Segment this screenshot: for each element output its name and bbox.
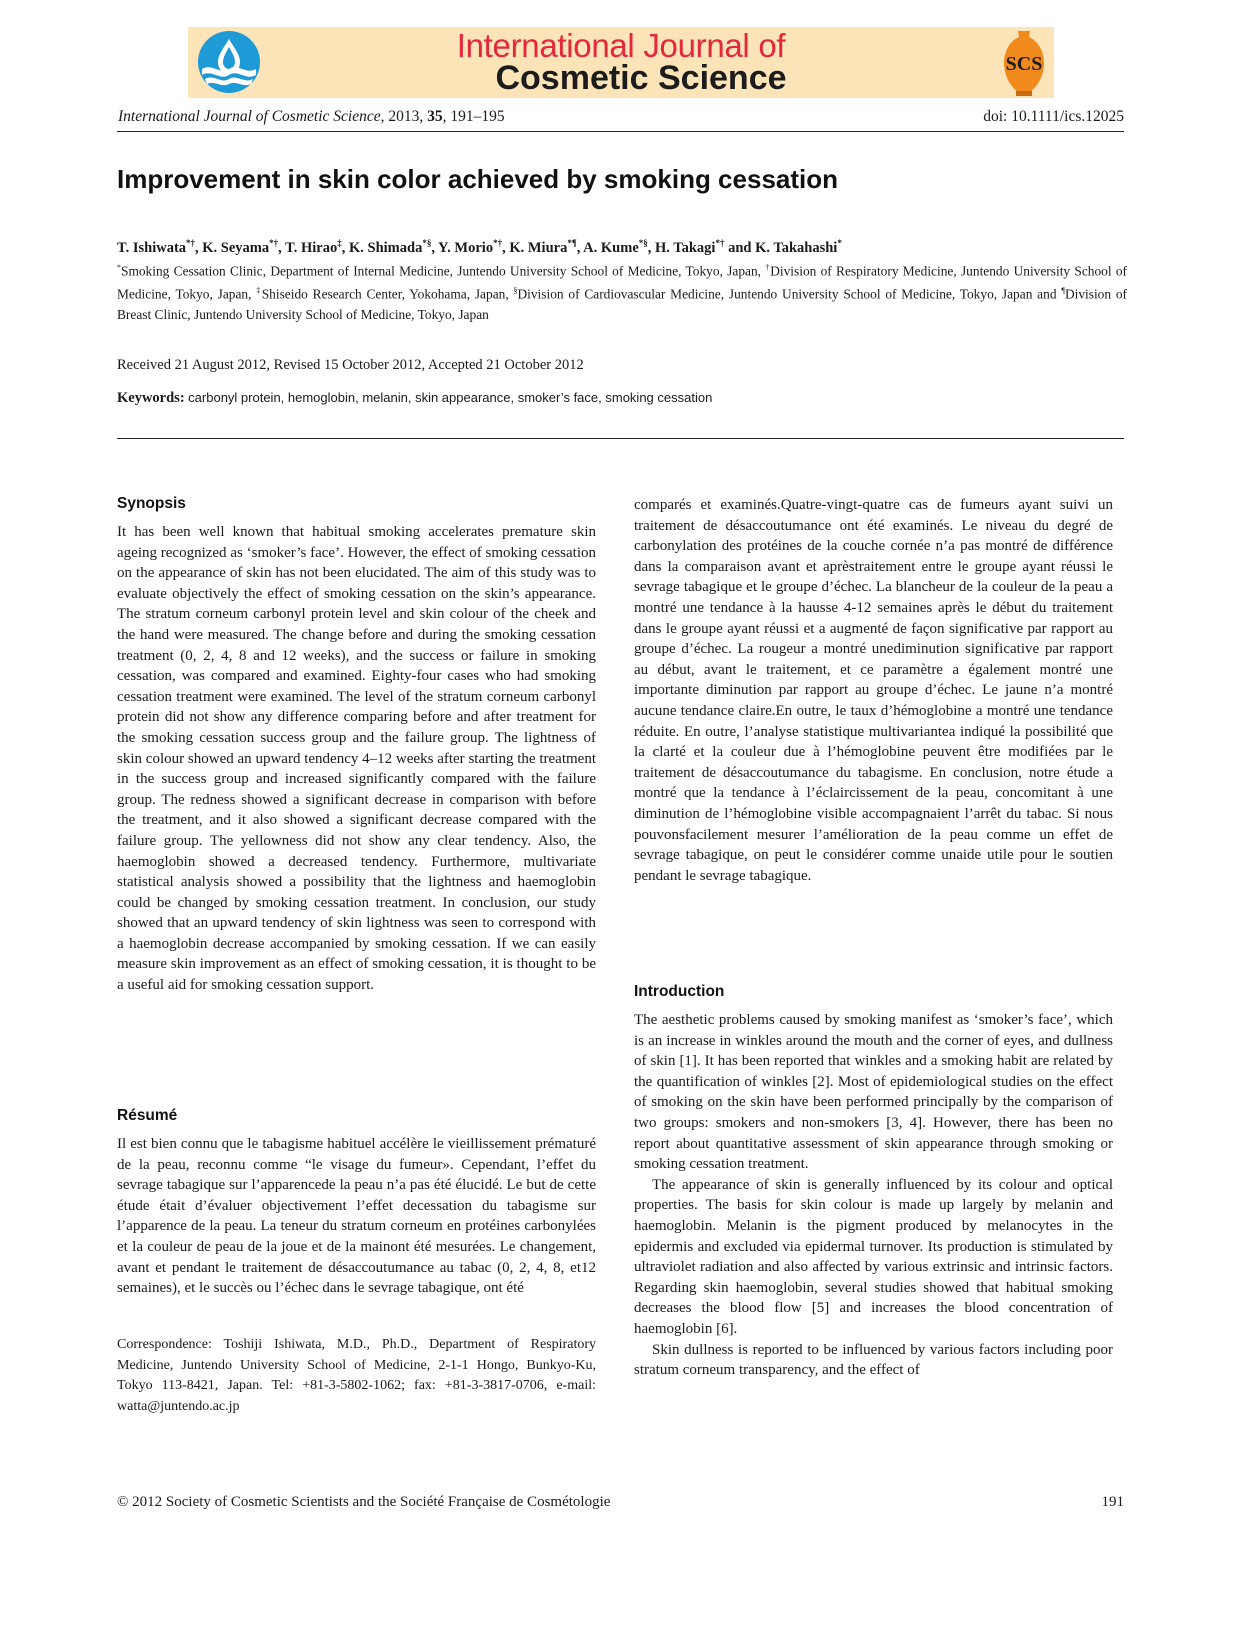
author-separator: ,: [647, 239, 656, 256]
author-name: K. Shimada: [348, 239, 423, 256]
affiliation-mark: ¶: [1061, 286, 1065, 296]
affiliation-mark: ‡: [256, 286, 262, 296]
author-list: [117, 238, 842, 257]
journal-title-line2: Cosmetic Science: [495, 59, 787, 97]
citation-volume: 35: [427, 108, 443, 125]
affiliation-mark: §: [513, 286, 518, 296]
author-separator: ,: [195, 239, 203, 256]
affiliation-text: Division of Cardiovascular Medicine, Juntendo University School of Medicine, Tokyo, Japan and: [517, 286, 1062, 302]
author-separator: and: [724, 239, 756, 256]
author-name: T. Ishiwata: [117, 239, 187, 256]
synopsis-section: [117, 495, 596, 996]
affiliation-text: Division of Respiratory Medicine, Juntendo University School of Medicine, Tokyo, Japan,: [117, 263, 1127, 302]
synopsis-text: It has been well known that habitual smoking accelerates premature skin ageing recognized as ‘smoker’s face’. However, the effect of smoking cessation on the appearance of skin has not been elucidated. The aim of this study was to evaluate objectively the effect of smoking cessation on the skin’s appearance. The stratum corneum carbonyl protein level and skin colour of the cheek and the hand were measured. The change before and during the smoking cessation treatment (0, 2, 4, 8 and 12 weeks), and the success or failure in smoking cessation, was compared and examined. Eighty-four cases who had smoking cessation treatment were examined. The level of the stratum corneum carbonyl protein did not show any difference comparing before and after treatment for the smoking cessation success group and the failure group. The lightness of skin colour showed an upward tendency 4–12 weeks after starting the treatment in the success group and increased significantly compared with the failure group. The redness showed a significant decrease in comparison with before the treatment, and it also showed a significant decrease compared with the failure group. The yellowness did not show any clear tendency. Also, the haemoglobin showed a decreased tendency. Furthermore, multivariate statistical analysis showed a possibility that the lightness and haemoglobin could be changed by smoking cessation treatment. In conclusion, our study showed that an upward tendency of skin lightness was seen to correspond with a haemoglobin decrease accompanied by smoking cessation. If we can easily measure skin improvement as an effect of smoking cessation, it is thought to be a useful aid for smoking cessation support.: [117, 524, 596, 994]
citation-line: [118, 108, 505, 126]
scs-badge: [1000, 29, 1048, 97]
author-name: Y. Morio: [438, 239, 494, 256]
received-dates: Received 21 August 2012, Revised 15 October 2012, Accepted 21 October 2012: [117, 357, 584, 373]
journal-banner: [188, 27, 1054, 98]
citation-pages: , 191–195: [442, 108, 505, 125]
author-affiliation-mark: *: [837, 238, 842, 248]
author-affiliation-mark: *§: [422, 238, 432, 248]
author-separator: ,: [502, 239, 510, 256]
synopsis-heading: Synopsis: [117, 495, 186, 512]
scs-badge-text: SCS: [1005, 53, 1043, 75]
author-separator: ,: [278, 239, 286, 256]
keywords-label: Keywords:: [117, 390, 185, 406]
author-affiliation-mark: ‡: [337, 238, 342, 248]
intro-paragraph-1: The aesthetic problems caused by smoking manifest as ‘smoker’s face’, which is an increase in winkles around the mouth and the corner of eyes, and dullness of skin [1]. It has been reported that winkles and a smoking habit are related by the quantification of winkles [2]. Most of epidemiological studies on the effect of smoking on the skin have been performed principally by the comparison of two groups: smokers and non-smokers [3, 4]. However, there has been no report about quantitative assessment of skin appearance through smoking or smoking cessation treatment.: [634, 1012, 1113, 1173]
correspondence-section: [117, 1335, 596, 1417]
affiliations: [117, 258, 1127, 325]
resume-text-left: Il est bien connu que le tabagisme habituel accélère le vieillissement prématuré de la peau, reconnu comme “le visage du fumeur». Cependant, l’effet du sevrage tabagique sur l’apparencede la peau n’a pas été élucidé. Le but de cette étude était d’évaluer objectivement l’effet decessation du tabagisme sur l’apparence de la peau. La teneur du stratum corneum en protéines carbonylées et la couleur de peau de la joue et de la mainont été mesurées. Le changement, avant et pendant le traitement de désaccoutumance au tabac (0, 2, 4, 8, et12 semaines), et le succès ou l’échec dans le sevrage tabagique, ont été: [117, 1136, 596, 1297]
author-name: K. Seyama: [202, 239, 270, 256]
author-separator: ,: [576, 239, 584, 256]
journal-name: International Journal of Cosmetic Science: [118, 108, 381, 125]
author-affiliation-mark: *¶: [567, 238, 577, 248]
author-name: H. Takagi: [655, 239, 716, 256]
author-affiliation-mark: *§: [638, 238, 648, 248]
correspondence-text: Correspondence: Toshiji Ishiwata, M.D., Ph.D., Department of Respiratory Medicine, Juntendo University School of Medicine, 2-1-1 Hongo, Bunkyo-Ku, Tokyo 113-8421, Japan. Tel: +81-3-5802-1062; fax: +81-3-3817-0706, e-mail: watta@juntendo.ac.jp: [117, 1337, 596, 1414]
journal-title-line1: International Journal of: [456, 27, 786, 64]
intro-paragraph-3: Skin dullness is reported to be influenced by various factors including poor stratum corneum transparency, and the effect of: [634, 1341, 1113, 1379]
author-name: A. Kume: [583, 239, 639, 256]
author-affiliation-mark: *†: [269, 238, 279, 248]
affiliation-text: Shiseido Research Center, Yokohama, Japan,: [261, 286, 514, 302]
affiliation-text: Division of Breast Clinic, Juntendo University School of Medicine, Tokyo, Japan: [117, 286, 1128, 322]
author-affiliation-mark: *†: [493, 238, 503, 248]
page-number: 191: [1101, 1494, 1124, 1510]
affiliation-mark: *: [117, 263, 121, 272]
keywords-list: carbonyl protein, hemoglobin, melanin, skin appearance, smoker’s face, smoking cessation: [188, 390, 713, 405]
author-separator: ,: [341, 239, 349, 256]
affiliation-mark: †: [765, 263, 771, 272]
introduction-section: [634, 983, 1113, 1381]
author-separator: ,: [431, 239, 439, 256]
resume-section: [117, 1107, 596, 1299]
intro-paragraph-2: The appearance of skin is generally influenced by its colour and optical properties. The basis for skin colour is made up largely by melanin and haemoglobin. Melanin is the pigment produced by melanocytes in the epidermis and excluded via epidermal turnover. Its production is stimulated by ultraviolet radiation and also affected by various extrinsic and intrinsic factors. Regarding skin haemoglobin, several studies showed that habitual smoking decreases the blood flow [5] and increases the blood concentration of haemoglobin [6].: [634, 1176, 1113, 1337]
author-name: K. Takahashi: [755, 239, 838, 256]
author-affiliation-mark: *†: [715, 238, 725, 248]
resume-text-right: comparés et examinés.Quatre-vingt-quatre cas de fumeurs ayant suivi un traitement de désaccoutumance ont été examinés. Le niveau du degré de carbonylation des protéines de la couche cornée n’a pas montré de différence dans la comparaison avant et aprèstraitement entre le groupe ayant réussi le sevrage tabagique et le groupe d’échec. La blancheur de la couleur de la peau a montré une tendance à la hausse 4‑12 semaines après le début du traitement dans le groupe ayant réussi et a augmenté de façon significative par rapport au groupe d’échec. La rougeur a montré unediminution significative par rapport au début, avant le traitement, et ce paramètre a également montré une importante diminution par rapport au groupe d’échec. Le jaune n’a montré aucune tendance claire.En outre, le taux d’hémoglobine a montré une tendance réduite. En outre, l’analyse statistique multivariantea indiqué la possibilité que la clarté et la couleur due à l’hémoglobine peuvent être modifiées par le traitement de désaccoutumance du tabagisme. En conclusion, notre étude a montré que la tendance à l’éclaircissement de la peau, concomitant à une diminution de l’hémoglobine visible accompagnaient l’arrêt du tabac. Si nous pouvonsfacilement mesurer l’amélioration de la peau comme un effet de sevrage tabagique, on peut le considérer comme unaide utile pour le soutien pendant le sevrage tabagique.: [634, 497, 1113, 884]
affiliation-text: Smoking Cessation Clinic, Department of Internal Medicine, Juntendo University School of Medicine, Tokyo, Japan,: [121, 263, 766, 279]
author-affiliation-mark: *†: [186, 238, 196, 248]
abstract-rule: [117, 438, 1124, 439]
doi: doi: 10.1111/ics.12025: [983, 108, 1124, 125]
copyright-notice: © 2012 Society of Cosmetic Scientists and the Société Française de Cosmétologie: [117, 1494, 611, 1510]
keywords: [117, 390, 712, 407]
article-title: Improvement in skin color achieved by smoking cessation: [117, 164, 839, 194]
author-name: T. Hirao: [285, 239, 338, 256]
author-name: K. Miura: [509, 239, 568, 256]
header-rule: [117, 131, 1124, 132]
resume-heading: Résumé: [117, 1107, 178, 1124]
introduction-heading: Introduction: [634, 983, 725, 1000]
citation-year: , 2013,: [380, 108, 428, 125]
resume-continued: [634, 495, 1113, 886]
